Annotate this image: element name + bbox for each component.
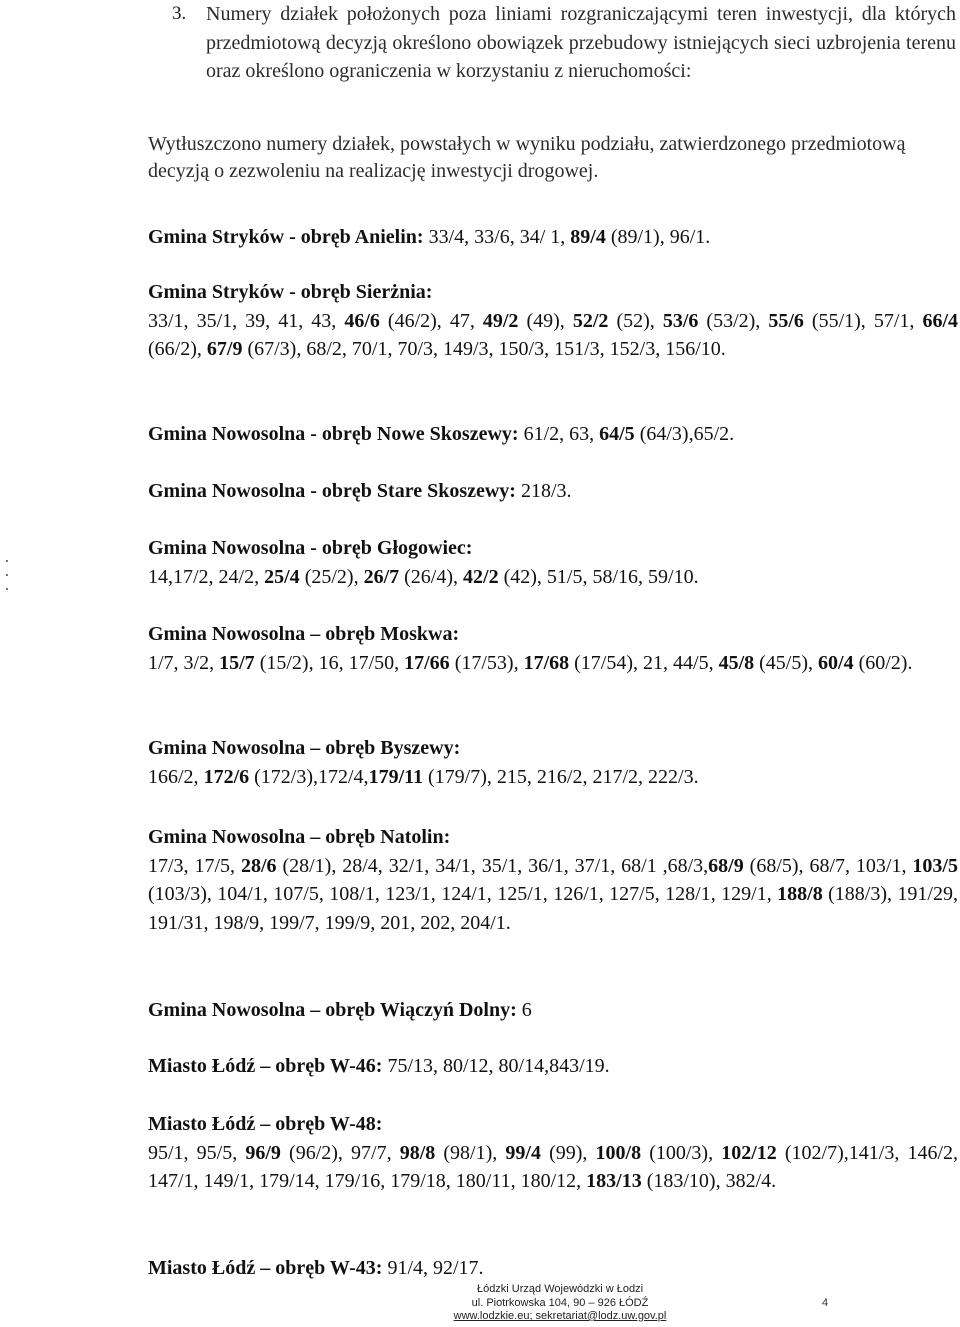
- section-title: Miasto Łódź – obręb W-46:: [148, 1055, 383, 1077]
- parcel-number: (102/7),141/3, 146/2, 147/1, 149/1, 179/14, 179/16, 179/18, 180/11, 180/12,: [148, 1141, 959, 1192]
- parcel-list: [148, 649, 958, 678]
- parcel-list: [387, 1055, 609, 1077]
- parcel-number-bold: 55/6: [768, 309, 804, 332]
- parcel-number: (96/2), 97/7,: [280, 1141, 400, 1164]
- section-w48: [148, 1110, 958, 1196]
- parcel-number: (172/3),172/4,: [249, 765, 369, 788]
- parcel-number: (26/4),: [399, 565, 464, 588]
- parcel-list: [524, 423, 735, 445]
- section-title: Gmina Nowosolna - obręb Nowe Skoszewy:: [148, 423, 519, 445]
- parcel-number: 91/4, 92/17.: [387, 1257, 484, 1279]
- parcel-number: (60/2).: [853, 651, 913, 674]
- parcel-number: (100/3),: [641, 1141, 722, 1164]
- parcel-number: (64/3),65/2.: [634, 423, 735, 445]
- parcel-number-bold: 26/7: [363, 565, 400, 588]
- parcel-number: (28/1), 28/4, 32/1, 34/1, 35/1, 36/1, 37/1, 68/1 ,68/3,: [276, 854, 709, 877]
- parcel-number: 33/6,: [474, 226, 520, 248]
- footer-address: ul. Piotrkowska 104, 90 – 926 ŁÓDŹ: [471, 1296, 649, 1309]
- section-byszewy: [148, 734, 958, 791]
- footer-contact-link[interactable]: www.lodzkie.eu; sekretariat@lodz.uw.gov.pl: [453, 1310, 667, 1322]
- parcel-number: (188/3), 191/29, 191/31, 198/9, 199/7, 199/9, 201, 202, 204/1.: [148, 883, 958, 934]
- bold-note: Wytłuszczono numery działek, powstałych w wyniku podziału, zatwierdzonego przedmiotową decyzją o zezwoleniu na realizację inwestycji drogowej.: [148, 133, 906, 182]
- parcel-number: (68/5), 68/7, 103/1,: [743, 854, 913, 877]
- section-title: Gmina Stryków - obręb Sierżnia:: [148, 281, 433, 303]
- section-title: Gmina Stryków - obręb Anielin:: [148, 226, 424, 248]
- parcel-number-bold: 100/8: [595, 1141, 642, 1164]
- parcel-number: (179/7), 215, 216/2, 217/2, 222/3.: [423, 765, 699, 788]
- section-w43: [148, 1254, 958, 1283]
- section-title: Gmina Nowosolna - obręb Stare Skoszewy:: [148, 480, 516, 502]
- footer-office-name: Łódzki Urząd Wojewódzki w Łodzi: [476, 1283, 644, 1295]
- parcel-number-bold: 89/4: [570, 226, 606, 248]
- parcel-number: (42), 51/5, 58/16, 59/10.: [498, 565, 699, 588]
- parcel-list: [148, 763, 958, 792]
- scan-speck: [6, 588, 8, 590]
- parcel-list: [522, 999, 532, 1021]
- section-title: Miasto Łódź – obręb W-43:: [148, 1257, 383, 1279]
- parcel-number-bold: 17/68: [523, 651, 570, 674]
- parcel-number: 95/1, 95/5,: [148, 1141, 246, 1164]
- parcel-number-bold: 53/6: [662, 309, 699, 332]
- parcel-number: 75/13, 80/12, 80/14,843/19.: [387, 1055, 610, 1077]
- section-moskwa: [148, 620, 958, 677]
- parcel-number: 218/3.: [520, 480, 572, 502]
- heading-number: 3.: [172, 3, 187, 24]
- section-stare-skoszewy: [148, 477, 958, 506]
- parcel-number-bold: 60/4: [818, 651, 854, 674]
- parcel-number-bold: 49/2: [482, 309, 519, 332]
- parcel-number: (67/3), 68/2, 70/1, 70/3, 149/3, 150/3, 151/3, 152/3, 156/10.: [242, 338, 726, 360]
- parcel-number: 166/2,: [148, 765, 204, 788]
- parcel-number-bold: 102/12: [721, 1141, 777, 1164]
- section-glogowiec: [148, 534, 958, 591]
- parcel-number-bold: 96/9: [245, 1141, 281, 1164]
- parcel-number: (103/3), 104/1, 107/5, 108/1, 123/1, 124/1, 125/1, 126/1, 127/5, 128/1, 129/1,: [148, 883, 778, 905]
- parcel-number-bold: 46/6: [344, 309, 380, 332]
- heading-text: Numery działek położonych poza liniami rozgraniczającymi teren inwestycji, dla których przedmiotową decyzją określono obowiązek przebudowy istniejących sieci uzbrojenia terenu oraz określono ograniczenia w korzystaniu z nieruchomości:: [206, 3, 956, 82]
- parcel-number: (25/2),: [299, 565, 364, 588]
- parcel-number: (45/5),: [754, 651, 819, 674]
- parcel-number-bold: 68/9: [708, 854, 744, 877]
- parcel-number-bold: 103/5: [912, 854, 958, 877]
- parcel-number: 17/3, 17/5,: [148, 854, 241, 877]
- section-title: Gmina Nowosolna - obręb Głogowiec:: [148, 537, 473, 559]
- parcel-number-bold: 99/4: [505, 1141, 541, 1164]
- parcel-number-bold: 179/11: [368, 765, 424, 788]
- scan-speck: [6, 574, 8, 576]
- parcel-number: 1/7, 3/2,: [148, 651, 220, 674]
- parcel-number: (183/10), 382/4.: [641, 1170, 777, 1192]
- parcel-number: (55/1), 57/1,: [803, 309, 923, 332]
- parcel-number-bold: 45/8: [718, 651, 755, 674]
- page-number: 4: [822, 1297, 829, 1309]
- parcel-list: [148, 852, 958, 938]
- section-nowe-skoszewy: [148, 420, 958, 449]
- parcel-number: (15/2), 16, 17/50,: [254, 651, 405, 674]
- parcel-list: [429, 226, 711, 248]
- parcel-number-bold: 172/6: [203, 765, 250, 788]
- page-footer: [420, 1283, 700, 1324]
- parcel-number: 96/1.: [669, 226, 711, 248]
- scan-speck: [6, 560, 8, 562]
- parcel-number-bold: 25/4: [264, 565, 300, 588]
- parcel-number: (98/1),: [435, 1141, 506, 1164]
- parcel-list: [148, 307, 958, 364]
- section-natolin: [148, 823, 958, 937]
- parcel-list: [148, 563, 958, 592]
- parcel-number: 34/ 1,: [519, 226, 571, 248]
- section-w46: [148, 1052, 958, 1081]
- parcel-number: 14,17/2, 24/2,: [148, 565, 265, 588]
- section-title: Miasto Łódź – obręb W-48:: [148, 1113, 383, 1135]
- section-title: Gmina Nowosolna – obręb Moskwa:: [148, 623, 460, 645]
- parcel-number: (49),: [518, 309, 573, 332]
- parcel-number: (52),: [608, 309, 663, 332]
- parcel-number: (53/2),: [698, 309, 769, 332]
- section-title: Gmina Nowosolna – obręb Wiączyń Dolny:: [148, 999, 517, 1021]
- parcel-number-bold: 15/7: [219, 651, 255, 674]
- parcel-number: (89/1),: [605, 226, 670, 248]
- parcel-number: 33/4,: [428, 226, 475, 248]
- parcel-number: (17/53),: [449, 651, 524, 674]
- parcel-number: 33/1, 35/1, 39, 41, 43,: [148, 309, 345, 332]
- parcel-list: [387, 1257, 483, 1279]
- parcel-number: (17/54), 21, 44/5,: [569, 651, 719, 674]
- parcel-number-bold: 64/5: [599, 423, 635, 445]
- parcel-list: [148, 1139, 958, 1196]
- section-title: Gmina Nowosolna – obręb Natolin:: [148, 826, 451, 848]
- parcel-number-bold: 66/4: [922, 309, 958, 332]
- section-sierznia: [148, 278, 958, 364]
- parcel-number: 6: [521, 999, 532, 1021]
- parcel-number-bold: 52/2: [572, 309, 609, 332]
- parcel-number-bold: 188/8: [777, 883, 823, 905]
- parcel-list: [521, 480, 572, 502]
- parcel-number-bold: 28/6: [240, 854, 277, 877]
- parcel-number-bold: 183/13: [586, 1170, 642, 1192]
- section-title: Gmina Nowosolna – obręb Byszewy:: [148, 737, 461, 759]
- parcel-number: (99),: [540, 1141, 596, 1164]
- parcel-number: (66/2),: [148, 338, 207, 360]
- parcel-number: (46/2), 47,: [379, 309, 483, 332]
- parcel-number-bold: 67/9: [206, 338, 243, 360]
- parcel-number: 61/2, 63,: [523, 423, 600, 445]
- parcel-number-bold: 17/66: [404, 651, 450, 674]
- section-wiaczyn-dolny: [148, 996, 958, 1025]
- parcel-number-bold: 98/8: [399, 1141, 436, 1164]
- parcel-number-bold: 42/2: [463, 565, 499, 588]
- section-anielin: [148, 223, 958, 252]
